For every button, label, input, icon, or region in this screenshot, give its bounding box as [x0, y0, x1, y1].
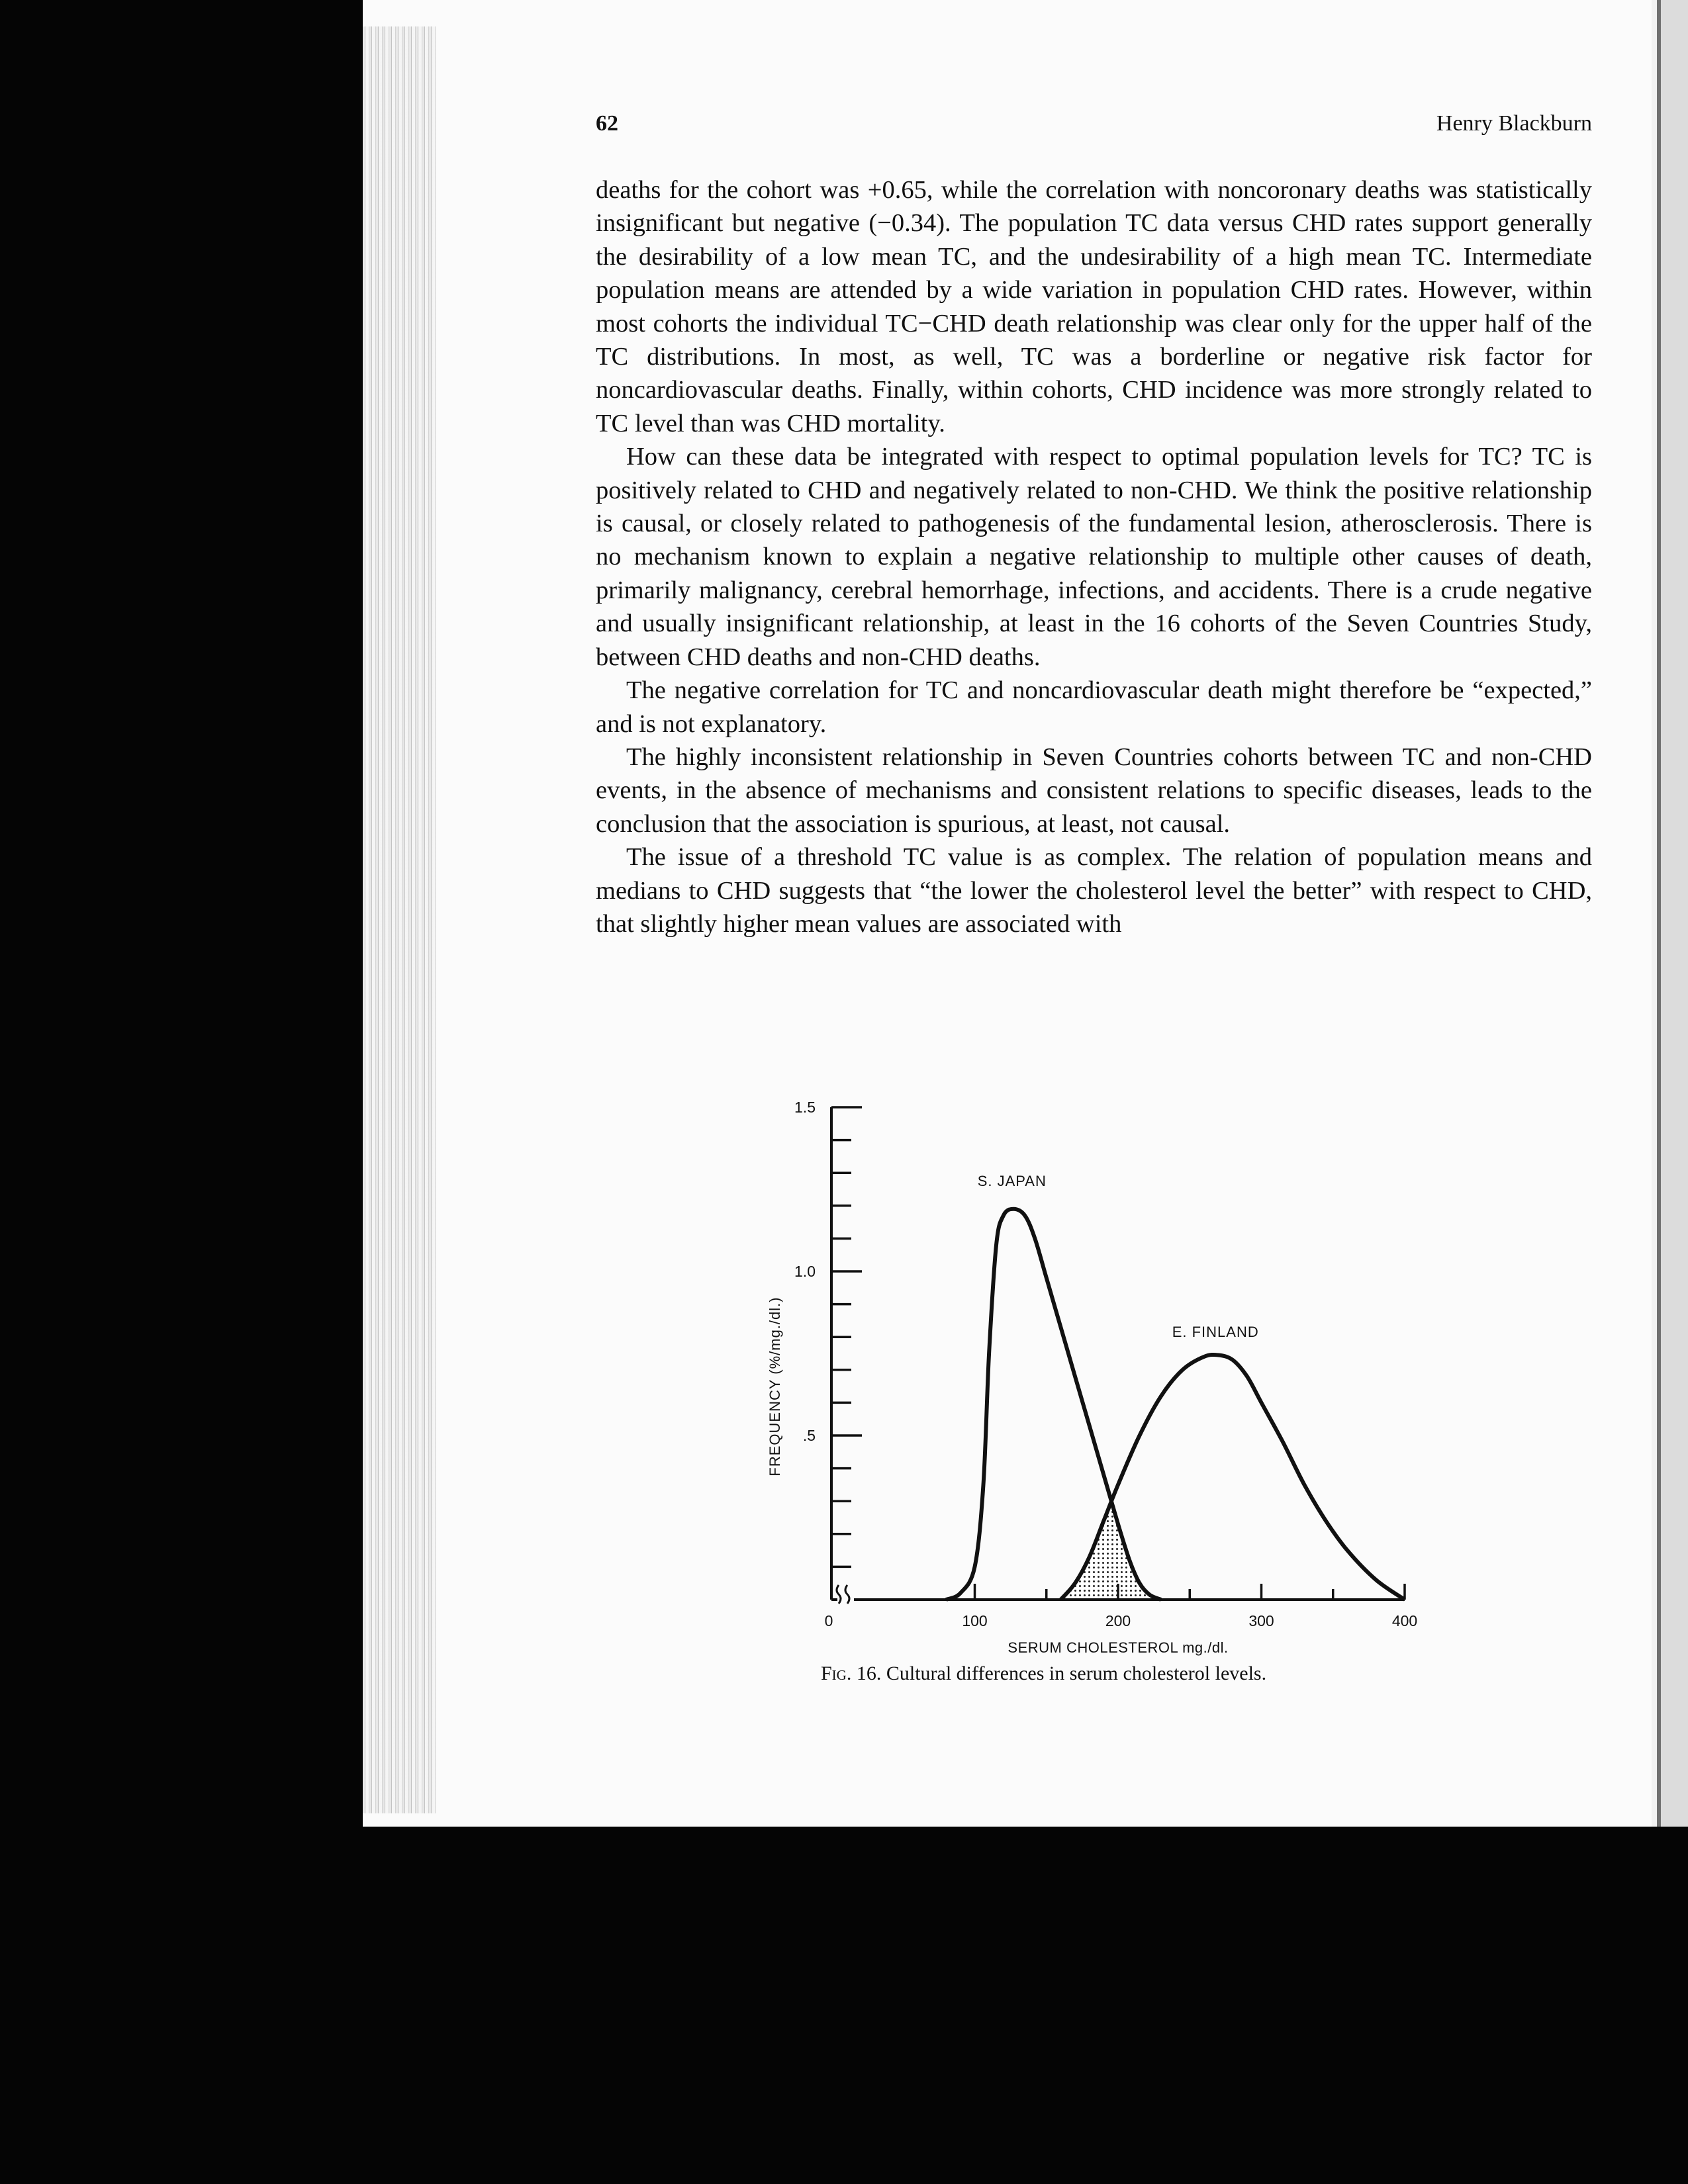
paragraph: The highly inconsistent relationship in Seven Countries cohorts between TC and non-CHD events, in the absence of mechanisms and consistent relations to specific diseases, leads to the conclusion that the association is spurious, at least, not causal.: [596, 743, 1592, 838]
y-tick-label: .5: [802, 1427, 816, 1444]
x-axis-title: SERUM CHOLESTEROL mg./dl.: [1008, 1639, 1229, 1656]
body-text: [596, 173, 1592, 940]
cholesterol-distribution-chart: [735, 1056, 1483, 1704]
x-tick-label: 400: [1391, 1612, 1418, 1629]
series-line: [946, 1209, 1161, 1600]
header-author: Henry Blackburn: [1436, 111, 1592, 136]
y-axis-title: FREQUENCY (%/mg./dl.): [767, 1297, 783, 1477]
figure-caption-text: Cultural differences in serum cholesterol levels.: [886, 1662, 1267, 1684]
paragraph: How can these data be integrated with respect to optimal population levels for TC? TC is positively related to CHD and negatively related to non-CHD. We think the positive relationship is causal, or closely related to pathogenesis of the fundamental lesion, atherosclerosis. There is no mechanism known to explain a negative relationship to multiple other causes of death, primarily malignancy, cerebral hemorrhage, infections, and accidents. There is a crude negative and usually insignificant relationship, at least in the 16 cohorts of the Seven Countries Study, between CHD deaths and non-CHD deaths.: [596, 443, 1592, 671]
x-tick-label: 300: [1248, 1612, 1274, 1629]
series-label: S. JAPAN: [977, 1173, 1047, 1190]
axis-break-mark: [845, 1585, 849, 1604]
figure-caption: [821, 1662, 1483, 1685]
series-label: E. FINLAND: [1172, 1324, 1259, 1341]
x-tick-label: 200: [1105, 1612, 1131, 1629]
y-tick-label: 1.5: [794, 1099, 816, 1116]
paragraph: The negative correlation for TC and noncardiovascular death might therefore be “expected,” and is not explanatory.: [596, 676, 1592, 738]
x-tick-label: 0: [824, 1612, 833, 1629]
x-tick-label: 100: [962, 1612, 988, 1629]
paragraph: The issue of a threshold TC value is as complex. The relation of population means and medians to CHD suggests that “the lower the cholesterol level the better” with respect to CHD, that slightly higher mean values are associated with: [596, 843, 1592, 938]
page-number: 62: [596, 111, 618, 136]
y-tick-label: 1.0: [794, 1263, 816, 1280]
paragraph: deaths for the cohort was +0.65, while the correlation with noncoronary deaths was statistically insignificant but negative (−0.34). The population TC data versus CHD rates support generally the desirability of a low mean TC, and the undesirability of a high mean TC. Intermediate population means are attended by a wide variation in population CHD rates. However, within most cohorts the individual TC−CHD death relationship was clear only for the upper half of the TC distributions. In most, as well, TC was a borderline or negative risk factor for noncardiovascular deaths. Finally, within cohorts, CHD incidence was more strongly related to TC level than was CHD mortality.: [596, 176, 1592, 437]
running-head: [596, 111, 1592, 144]
figure-16: [735, 1056, 1483, 1704]
figure-label: Fig. 16.: [821, 1662, 882, 1684]
